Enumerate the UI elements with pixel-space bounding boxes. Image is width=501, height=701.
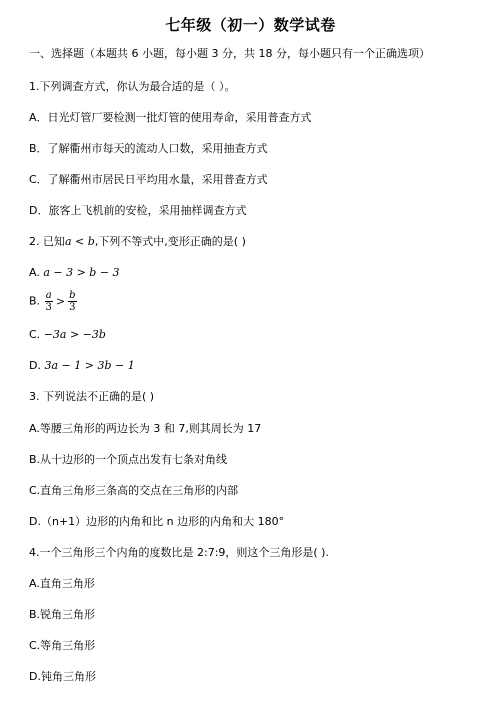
question-4-option-b: B.锐角三角形 [29,608,96,621]
option-label: B. [29,294,41,308]
question-2-stem-suffix: ,下列不等式中,变形正确的是( ) [94,235,246,248]
question-1-option-b: B．了解衢州市每天的流动人口数，采用抽查方式 [29,142,268,155]
question-4-option-d: D.钝角三角形 [29,670,96,683]
question-2-option-d [29,358,135,374]
question-2-stem-prefix: 2. 已知 [29,235,65,248]
question-4-option-a: A.直角三角形 [29,577,95,590]
question-2-option-b [29,290,78,313]
question-1-stem: 1.下列调查方式，你认为最合适的是（ ）。 [29,80,236,93]
question-3-option-d: D.（n+1）边形的内角和比 n 边形的内角和大 180° [29,515,285,528]
fraction-numerator: a [45,290,52,301]
fraction-denominator: 3 [69,302,76,313]
question-1-option-d: D．旅客上飞机前的安检，采用抽样调查方式 [29,204,247,217]
option-label: A. [29,266,40,279]
option-math: 3a − 1 > 3b − 1 [44,359,135,372]
question-2-option-c [29,327,106,343]
question-2-stem-math: a < b [65,235,95,248]
question-3-option-a: A.等腰三角形的两边长为 3 和 7,则其周长为 17 [29,422,262,435]
question-3-option-b: B.从十边形的一个顶点出发有七条对角线 [29,453,228,466]
fraction-numerator: b [69,290,76,301]
question-4-stem: 4.一个三角形三个内角的度数比是 2:7:9，则这个三角形是( ). [29,546,329,559]
question-3-stem: 3. 下列说法不正确的是( ) [29,390,155,403]
question-1-option-c: C．了解衢州市居民日平均用水量，采用普查方式 [29,173,268,186]
option-label: C. [29,328,41,341]
page-title: 七年级（初一）数学试卷 [165,16,336,34]
question-2-stem [29,234,246,250]
option-label: D. [29,359,41,372]
fraction-b-over-3 [68,290,76,313]
fraction-denominator: 3 [45,302,52,313]
greater-than-sign: > [55,294,66,308]
fraction-a-over-3 [45,290,53,313]
question-2-option-a [29,265,120,281]
question-4-option-c: C.等角三角形 [29,639,96,652]
option-math: −3a > −3b [43,328,106,341]
question-3-option-c: C.直角三角形三条高的交点在三角形的内部 [29,484,239,497]
question-1-option-a: A．日光灯管厂要检测一批灯管的使用寿命，采用普查方式 [29,111,312,124]
section-heading: 一、选择题（本题共 6 小题，每小题 3 分，共 18 分，每小题只有一个正确选项） [29,47,430,60]
option-math: a − 3 > b − 3 [43,266,120,279]
